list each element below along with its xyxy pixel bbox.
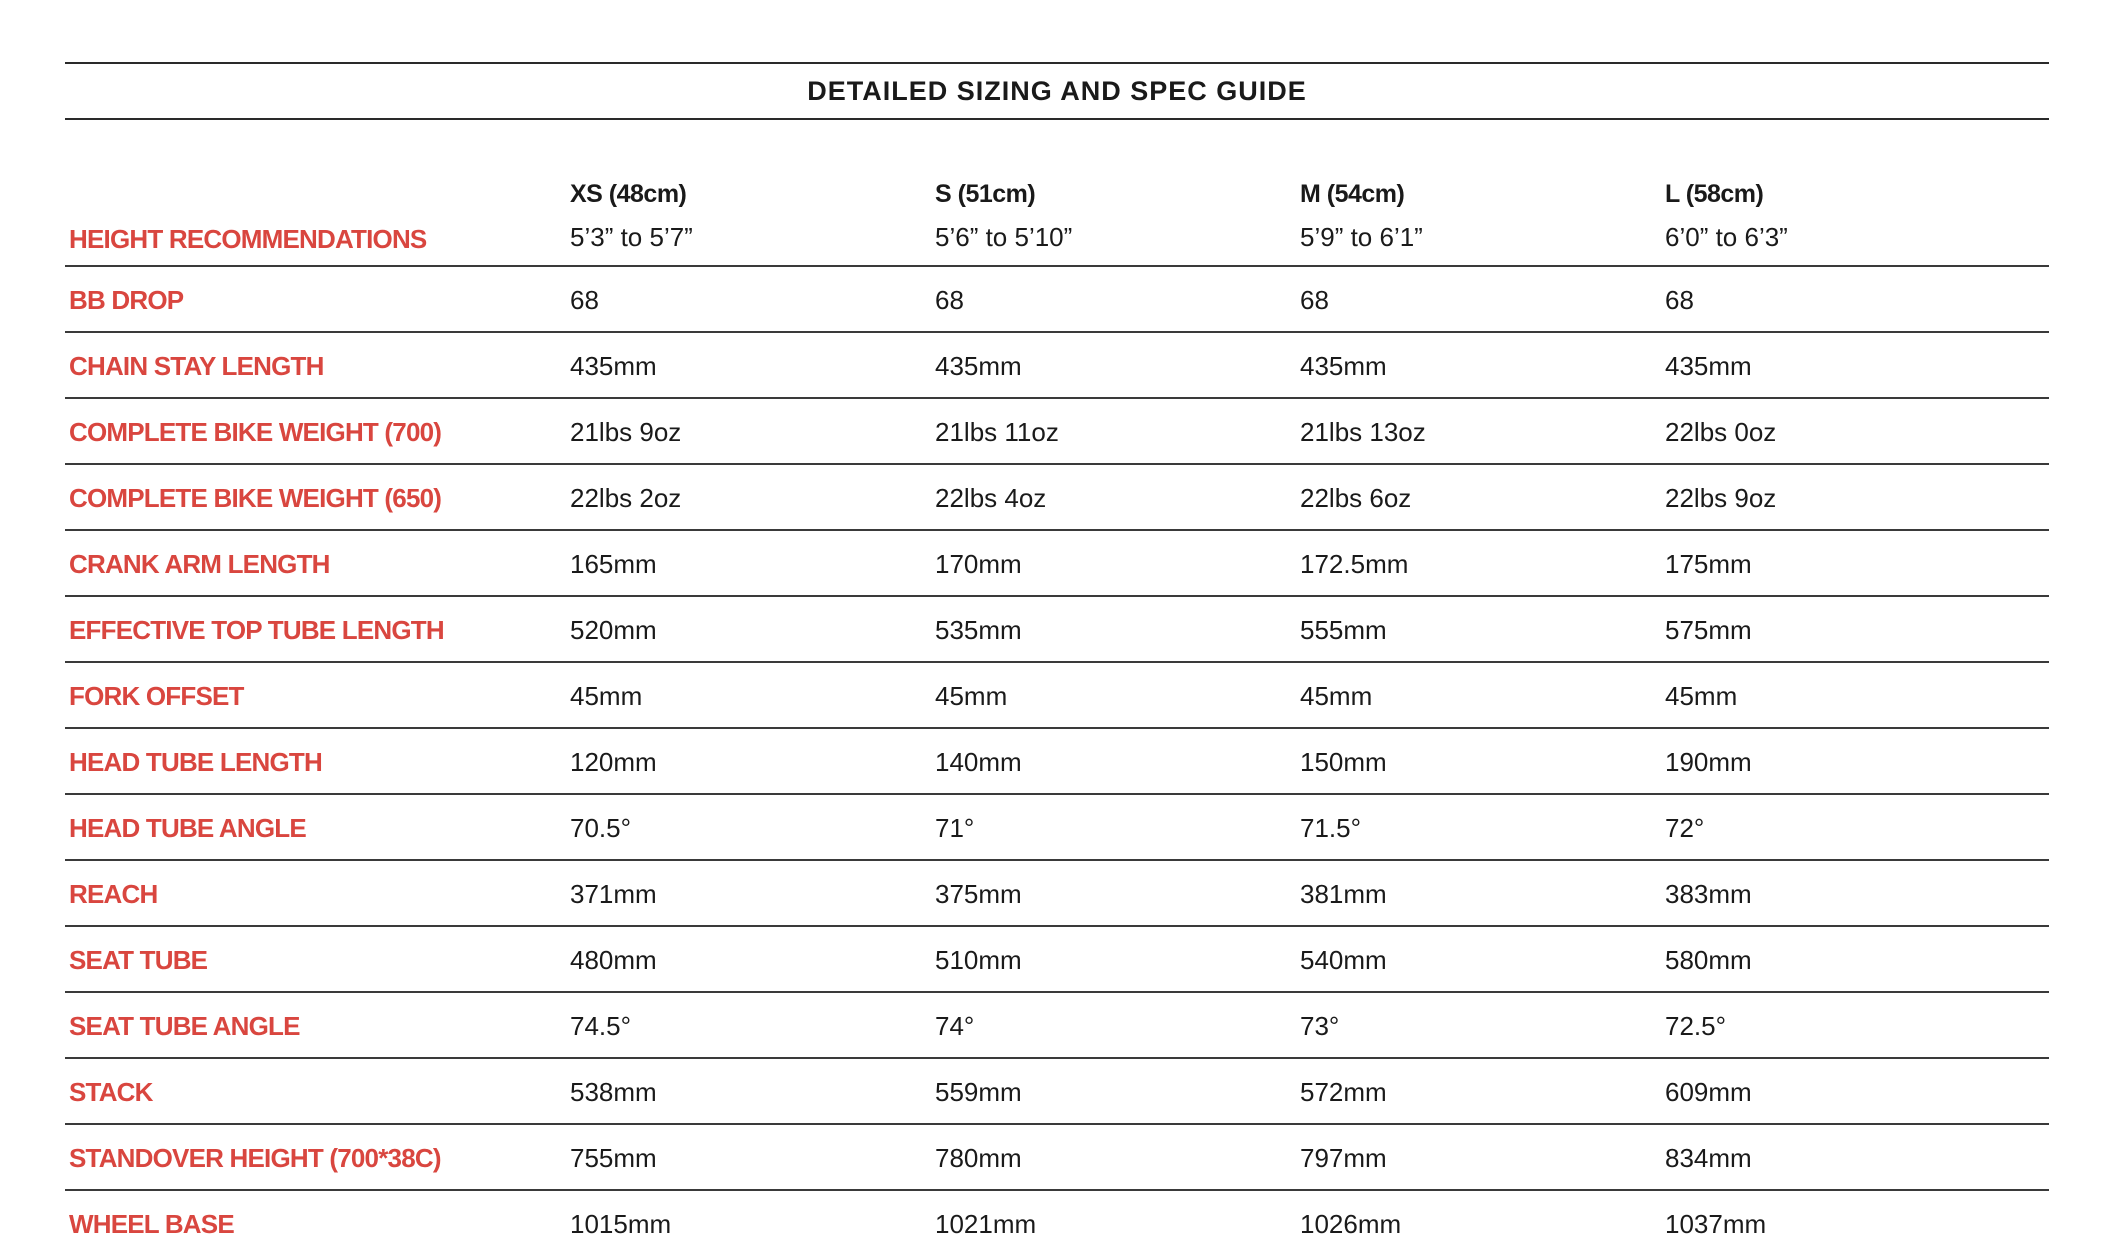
spec-label: BB DROP: [69, 285, 184, 315]
spec-value-m: 381mm: [1300, 879, 1387, 909]
spec-value-m: 797mm: [1300, 1143, 1387, 1173]
sizing-spec-guide: [65, 62, 2049, 1255]
spec-label: SEAT TUBE ANGLE: [69, 1011, 300, 1041]
spec-row-complete-bike-weight-700: [65, 397, 2049, 463]
size-header-l: L (58cm): [1665, 180, 1764, 208]
spec-value-l: 72°: [1665, 813, 1705, 843]
spec-value-s: 71°: [935, 813, 975, 843]
spec-value-s: 22lbs 4oz: [935, 483, 1047, 513]
spec-value-l: 22lbs 9oz: [1665, 483, 1777, 513]
spec-value-m: 172.5mm: [1300, 549, 1409, 579]
spec-value-s: 535mm: [935, 615, 1022, 645]
spec-label: CRANK ARM LENGTH: [69, 549, 330, 579]
spec-value-m: 71.5°: [1300, 813, 1362, 843]
size-header-row: [65, 154, 2049, 224]
spec-row-crank-arm-length: [65, 529, 2049, 595]
spec-label: EFFECTIVE TOP TUBE LENGTH: [69, 615, 444, 645]
spec-value-m: 22lbs 6oz: [1300, 483, 1412, 513]
spec-value-l: 68: [1665, 285, 1694, 315]
spec-value-m: 1026mm: [1300, 1209, 1402, 1239]
spec-value-xs: 755mm: [570, 1143, 657, 1173]
spec-label: HEIGHT RECOMMENDATIONS: [69, 224, 427, 254]
spec-value-m: 5’9” to 6’1”: [1300, 222, 1423, 252]
spec-value-s: 68: [935, 285, 964, 315]
spec-value-m: 21lbs 13oz: [1300, 417, 1426, 447]
spec-value-xs: 480mm: [570, 945, 657, 975]
spec-value-s: 559mm: [935, 1077, 1022, 1107]
spec-value-l: 575mm: [1665, 615, 1752, 645]
spec-value-xs: 371mm: [570, 879, 657, 909]
spec-value-xs: 70.5°: [570, 813, 632, 843]
size-header-xs: XS (48cm): [570, 180, 687, 208]
spec-value-xs: 1015mm: [570, 1209, 672, 1239]
guide-title: DETAILED SIZING AND SPEC GUIDE: [807, 75, 1307, 106]
spec-value-s: 375mm: [935, 879, 1022, 909]
spec-value-l: 1037mm: [1665, 1209, 1767, 1239]
spec-label: COMPLETE BIKE WEIGHT (700): [69, 417, 442, 447]
spec-value-xs: 21lbs 9oz: [570, 417, 682, 447]
spec-value-xs: 68: [570, 285, 599, 315]
spec-value-xs: 74.5°: [570, 1011, 632, 1041]
spec-value-m: 572mm: [1300, 1077, 1387, 1107]
spec-row-head-tube-angle: [65, 793, 2049, 859]
spec-value-xs: 520mm: [570, 615, 657, 645]
spec-value-l: 190mm: [1665, 747, 1752, 777]
spec-value-s: 170mm: [935, 549, 1022, 579]
spec-value-s: 140mm: [935, 747, 1022, 777]
spec-row-head-tube-length: [65, 727, 2049, 793]
spec-value-s: 1021mm: [935, 1209, 1037, 1239]
spec-row-wheel-base: [65, 1189, 2049, 1255]
spec-value-l: 45mm: [1665, 681, 1738, 711]
spec-value-s: 780mm: [935, 1143, 1022, 1173]
spec-value-s: 510mm: [935, 945, 1022, 975]
spec-value-m: 555mm: [1300, 615, 1387, 645]
spec-value-xs: 5’3” to 5’7”: [570, 222, 693, 252]
spec-value-xs: 538mm: [570, 1077, 657, 1107]
spec-value-l: 6’0” to 6’3”: [1665, 222, 1788, 252]
spec-row-seat-tube: [65, 925, 2049, 991]
spec-value-s: 5’6” to 5’10”: [935, 222, 1073, 252]
spec-value-l: 435mm: [1665, 351, 1752, 381]
spec-value-m: 45mm: [1300, 681, 1373, 711]
spec-table: [65, 224, 2049, 1255]
spec-value-l: 609mm: [1665, 1077, 1752, 1107]
spec-label: HEAD TUBE LENGTH: [69, 747, 322, 777]
spec-label: STACK: [69, 1077, 153, 1107]
spec-value-l: 22lbs 0oz: [1665, 417, 1777, 447]
spec-row-bb-drop: [65, 265, 2049, 331]
spec-value-s: 435mm: [935, 351, 1022, 381]
spec-value-xs: 435mm: [570, 351, 657, 381]
spec-row-effective-top-tube-length: [65, 595, 2049, 661]
spec-value-xs: 22lbs 2oz: [570, 483, 682, 513]
spec-label: SEAT TUBE: [69, 945, 208, 975]
spec-value-l: 383mm: [1665, 879, 1752, 909]
size-header-m: M (54cm): [1300, 180, 1405, 208]
spec-value-m: 150mm: [1300, 747, 1387, 777]
spec-label: WHEEL BASE: [69, 1209, 234, 1239]
title-band: [65, 62, 2049, 120]
spec-value-l: 834mm: [1665, 1143, 1752, 1173]
spec-value-xs: 45mm: [570, 681, 643, 711]
size-header-s: S (51cm): [935, 180, 1036, 208]
spec-value-l: 580mm: [1665, 945, 1752, 975]
spec-value-s: 21lbs 11oz: [935, 417, 1059, 447]
spec-row-chain-stay-length: [65, 331, 2049, 397]
spec-value-m: 540mm: [1300, 945, 1387, 975]
spec-label: HEAD TUBE ANGLE: [69, 813, 306, 843]
spec-value-m: 435mm: [1300, 351, 1387, 381]
spec-label: CHAIN STAY LENGTH: [69, 351, 324, 381]
spec-label: STANDOVER HEIGHT (700*38C): [69, 1143, 441, 1173]
spec-row-fork-offset: [65, 661, 2049, 727]
spec-value-xs: 120mm: [570, 747, 657, 777]
spec-label: FORK OFFSET: [69, 681, 244, 711]
spec-value-s: 74°: [935, 1011, 975, 1041]
spec-value-m: 68: [1300, 285, 1329, 315]
spec-label: REACH: [69, 879, 158, 909]
spec-value-l: 72.5°: [1665, 1011, 1727, 1041]
spec-row-reach: [65, 859, 2049, 925]
spec-row-complete-bike-weight-650: [65, 463, 2049, 529]
spec-value-s: 45mm: [935, 681, 1008, 711]
spec-value-l: 175mm: [1665, 549, 1752, 579]
spec-value-m: 73°: [1300, 1011, 1340, 1041]
spec-row-height-recommendations: [65, 224, 2049, 265]
spec-value-xs: 165mm: [570, 549, 657, 579]
spec-row-stack: [65, 1057, 2049, 1123]
spec-row-standover-height: [65, 1123, 2049, 1189]
spec-label: COMPLETE BIKE WEIGHT (650): [69, 483, 442, 513]
spec-row-seat-tube-angle: [65, 991, 2049, 1057]
